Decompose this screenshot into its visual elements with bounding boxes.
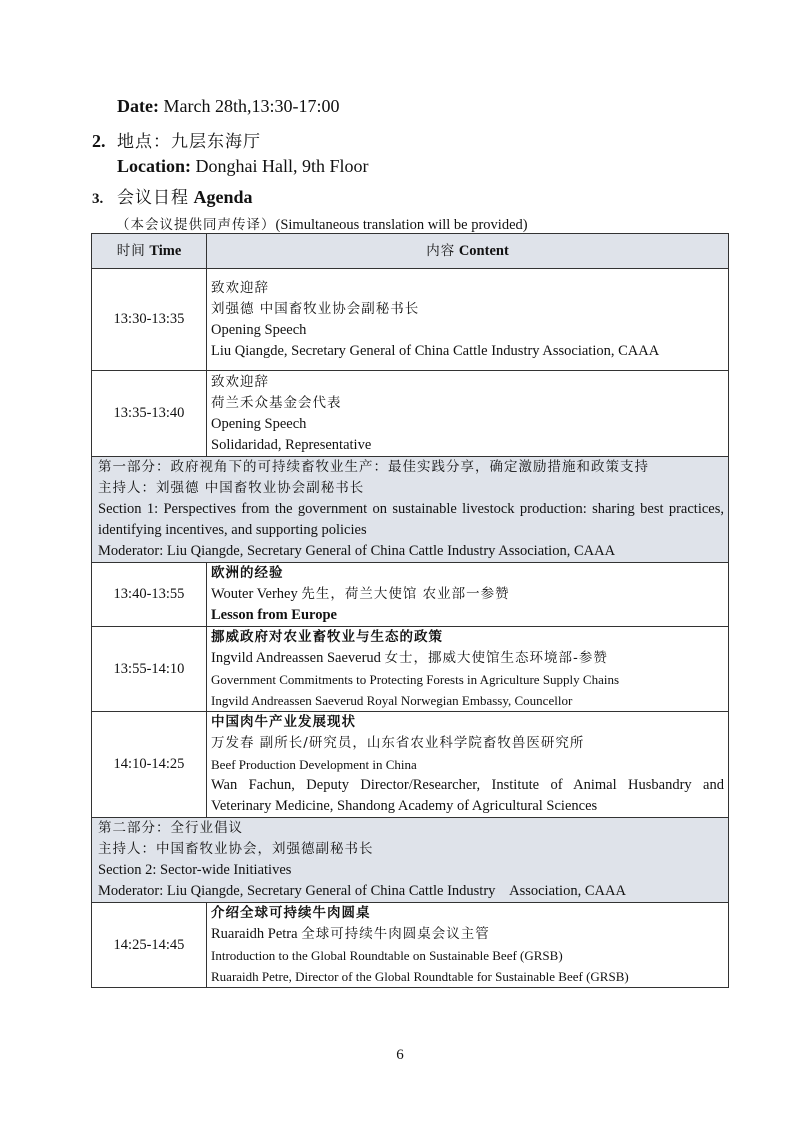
- location-label: Location:: [117, 156, 191, 176]
- time-cell: 14:25-14:45: [92, 903, 207, 988]
- location-zh: 地点：九层东海厅: [117, 132, 261, 152]
- item-number: 2.: [92, 131, 106, 151]
- time-cell: 14:10-14:25: [92, 712, 207, 818]
- location-heading-zh: [92, 127, 261, 152]
- date-value: March 28th,13:30-17:00: [158, 96, 340, 116]
- section-cell: 第一部分：政府视角下的可持续畜牧业生产：最佳实践分享，确定激励措施和政策支持 主持人：刘强德 中国畜牧业协会副秘书长 Section 1: Perspectives from the government on sustainable livestock production: sharing best practices, identifying incentives, and supporting policies Moderator: Liu Qiangde, Secretary General of China Cattle Industry Association, CAAA: [92, 457, 729, 563]
- table-row: [92, 712, 729, 818]
- translation-note-en: (Simultaneous translation will be provided): [275, 217, 528, 233]
- content-cell: 介绍全球可持续牛肉圆桌 Ruaraidh Petra 全球可持续牛肉圆桌会议主管 Introduction to the Global Roundtable on Sustainable Beef (GRSB) Ruaraidh Petre, Director of the Global Roundtable for Sustainable Beef (GRSB): [207, 903, 729, 988]
- time-cell: 13:35-13:40: [92, 371, 207, 457]
- table-row: [92, 371, 729, 457]
- agenda-heading-en: Agenda: [193, 187, 253, 207]
- content-cell: 挪威政府对农业畜牧业与生态的政策 Ingvild Andreassen Saeverud 女士，挪威大使馆生态环境部-参赞 Government Commitments to Protecting Forests in Agriculture Supply Chains Ingvild Andreassen Saeverud Royal Norwegian Embassy, Councellor: [207, 627, 729, 712]
- content-cell: 致欢迎辞 荷兰禾众基金会代表 Opening Speech Solidaridad, Representative: [207, 371, 729, 457]
- agenda-heading: [92, 183, 253, 208]
- content-cell: 欧洲的经验 Wouter Verhey 先生，荷兰大使馆 农业部一参赞 Lesson from Europe: [207, 563, 729, 627]
- item-number: 3.: [92, 191, 104, 207]
- table-row: [92, 563, 729, 627]
- translation-note-zh: （本会议提供同声传译）: [116, 217, 276, 233]
- table-row: [92, 903, 729, 988]
- content-column-header: 内容 Content: [207, 234, 729, 269]
- agenda-heading-zh: 会议日程: [117, 188, 189, 208]
- time-cell: 13:55-14:10: [92, 627, 207, 712]
- time-cell: 13:30-13:35: [92, 269, 207, 371]
- section-row: [92, 457, 729, 563]
- section-row: [92, 818, 729, 903]
- time-column-header: 时间 Time: [92, 234, 207, 269]
- table-header-row: [92, 234, 729, 269]
- section-cell: 第二部分：全行业倡议 主持人：中国畜牧业协会，刘强德副秘书长 Section 2: Sector-wide Initiatives Moderator: Liu Qiangde, Secretary General of China Cattle Industry Association, CAAA: [92, 818, 729, 903]
- table-row: [92, 627, 729, 712]
- location-line: [117, 156, 369, 177]
- date-label: Date:: [117, 96, 159, 116]
- agenda-table: [91, 233, 729, 988]
- content-cell: 致欢迎辞 刘强德 中国畜牧业协会副秘书长 Opening Speech Liu Qiangde, Secretary General of China Cattle Industry Association, CAAA: [207, 269, 729, 371]
- content-cell: 中国肉牛产业发展现状 万发春 副所长/研究员，山东省农业科学院畜牧兽医研究所 Beef Production Development in China Wan Fachun, Deputy Director/Researcher, Institute of Animal Husbandry and Veterinary Medicine, Shandong Academy of Agricultural Sciences: [207, 712, 729, 818]
- page-number: 6: [396, 1047, 404, 1063]
- table-row: [92, 269, 729, 371]
- date-line: [117, 96, 339, 117]
- translation-note: [116, 213, 528, 234]
- location-value: Donghai Hall, 9th Floor: [191, 156, 369, 176]
- time-cell: 13:40-13:55: [92, 563, 207, 627]
